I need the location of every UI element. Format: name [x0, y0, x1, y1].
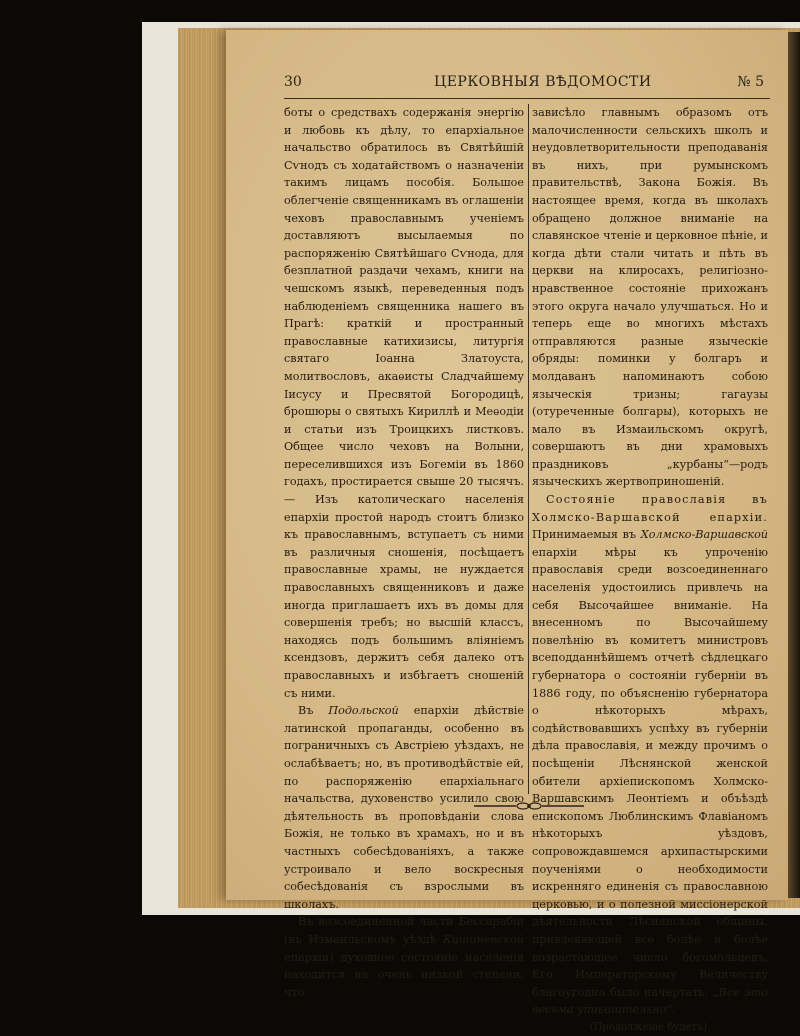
imperial-quote: „Все это весьма утѣшительно“. — [532, 985, 768, 1017]
emphasis: Подольской — [328, 704, 399, 718]
left-column — [284, 104, 524, 1001]
column-divider — [528, 104, 529, 794]
section-heading: Состояніе православія въ Холмско-Варшавской епархіи. — [532, 493, 768, 524]
right-column — [532, 104, 768, 1036]
paragraph-lead: Въ возсоединенной части Бессарабіи (въ Измаильскомъ уѣздѣ — [284, 915, 524, 946]
page-header — [284, 74, 764, 96]
paragraph-text: епархіи) духовное состояніе населенія находится на очень низкой степени, что — [284, 950, 524, 999]
ornament-divider — [474, 800, 584, 812]
emphasis: Кишиневской — [442, 932, 524, 946]
emphasis: Холмско-Варшавской — [640, 528, 769, 542]
paragraph: боты о средствахъ содержанія энергію и любовь къ дѣлу, то епархіальное начальство обратилось въ Святѣйшій Сѵнодъ съ ходатайствомъ о назначеніи такимъ лицамъ пособія. Большое облегченіе священникамъ въ оглашеніи чеховъ православнымъ ученіемъ доставляютъ высылаемыя по распоряженію Святѣйшаго Сѵнода, для безплатной раздачи чехамъ, книги на чешскомъ языкѣ, переведенныя подъ наблюденіемъ священника нашего въ Прагѣ: краткій и пространный православные катихизисы, литургія святаго Іоанна Златоуста, молитвословъ, акаѳисты Сладчайшему Іисусу и Пресвятой Богородицѣ, брошюры о святыхъ Кириллѣ и Меѳодіи и статьи изъ Троицкихъ листковъ. Общее число чеховъ на Волыни, переселившихся изъ Богеміи въ 1860 годахъ, простирается свыше 20 тысячъ.— Изъ католическаго населенія епархіи простой народъ стоитъ близко къ православнымъ, вступаетъ съ ними въ различныя сношенія, посѣщаетъ православные храмы, не нуждается православныхъ священниковъ и даже иногда приглашаетъ ихъ въ домы для совершенія требъ; но высшій классъ, находясь подъ большимъ вліяніемъ ксендзовъ, держитъ себя далеко отъ православныхъ и избѣгаетъ сношеній съ ними. — [284, 106, 524, 700]
paragraph-text: епархіи мѣры къ упроченію православія среди возсоединеннаго населенія удостоились привлечь на себя Высочайшее вниманіе. На внесенномъ по Высочайшему повелѣнію въ комитетъ министровъ всеподданнѣйшемъ отчетѣ сѣдлецкаго губернатора о состояніи губерніи въ 1886 году, по объясненію губернатора о нѣкоторыхъ мѣрахъ, содѣйствовавшихъ успѣху въ губерніи дѣла православія, и между прочимъ о посѣщеніи Лѣснянской женской обители архіепископомъ Холмско-Варшавскимъ Леонтіемъ и объѣздѣ епископомъ Люблинскимъ Флавіаномъ нѣкоторыхъ уѣздовъ, сопровождавшемся архипастырскими поученіями о необходимости искренняго единенія съ православною церковью, и о полезной миссіонерской дѣятельности Лѣснянской общины, привлекающей все болѣе и болѣе возрастающее число богомольцевъ, Его Императорскому Величеству благоугодно было начертать: — [532, 545, 768, 999]
header-rule — [284, 98, 770, 99]
issue-number: № 5 — [737, 74, 764, 90]
binding-edge — [788, 32, 800, 898]
paragraph-text: епархіи дѣйствіе латинской пропаганды, особенно въ пограничныхъ съ Австріею уѣздахъ, не ослабѣваетъ; но, въ противодѣйствіе ей, по распоряженію епархіальнаго начальства, духовенство усилило свою дѣятельность въ проповѣданіи слова Божія, не только въ храмахъ, но и въ частныхъ собесѣдованіяхъ, а также устроивало и вело воскресныя собесѣдованія съ взрослыми въ школахъ. — [284, 704, 525, 911]
journal-title: ЦЕРКОВНЫЯ ВѢДОМОСТИ — [434, 74, 652, 90]
paragraph-lead: Принимаемыя въ — [532, 528, 637, 542]
paragraph: зависѣло главнымъ образомъ отъ малочисленности сельскихъ школъ и неудовлетворительности преподаванія въ нихъ, при румынскомъ правительствѣ, Закона Божія. Въ настоящее время, когда въ школахъ обращено должное вниманіе на славянское чтеніе и церковное пѣніе, и когда дѣти стали читать и пѣть въ церкви на клиросахъ, религіозно-нравственное состояніе прихожанъ этого округа начало улучшаться. Но и теперь еще во многихъ мѣстахъ отправляются разные языческіе обряды: поминки у болгаръ и молдаванъ напоминаютъ собою языческія тризны; гагаузы (отуреченные болгары), которыхъ не мало въ Измаильскомъ округѣ, совершаютъ въ дни храмовыхъ праздниковъ „курбаны“—родъ языческихъ жертвоприношеній. — [532, 106, 768, 489]
continuation-note: (Продолженіе будетъ). — [589, 1021, 711, 1033]
paragraph — [284, 913, 524, 1001]
page-number: 30 — [284, 74, 302, 90]
paragraph-lead: Въ — [298, 704, 314, 718]
paragraph — [532, 491, 768, 1019]
